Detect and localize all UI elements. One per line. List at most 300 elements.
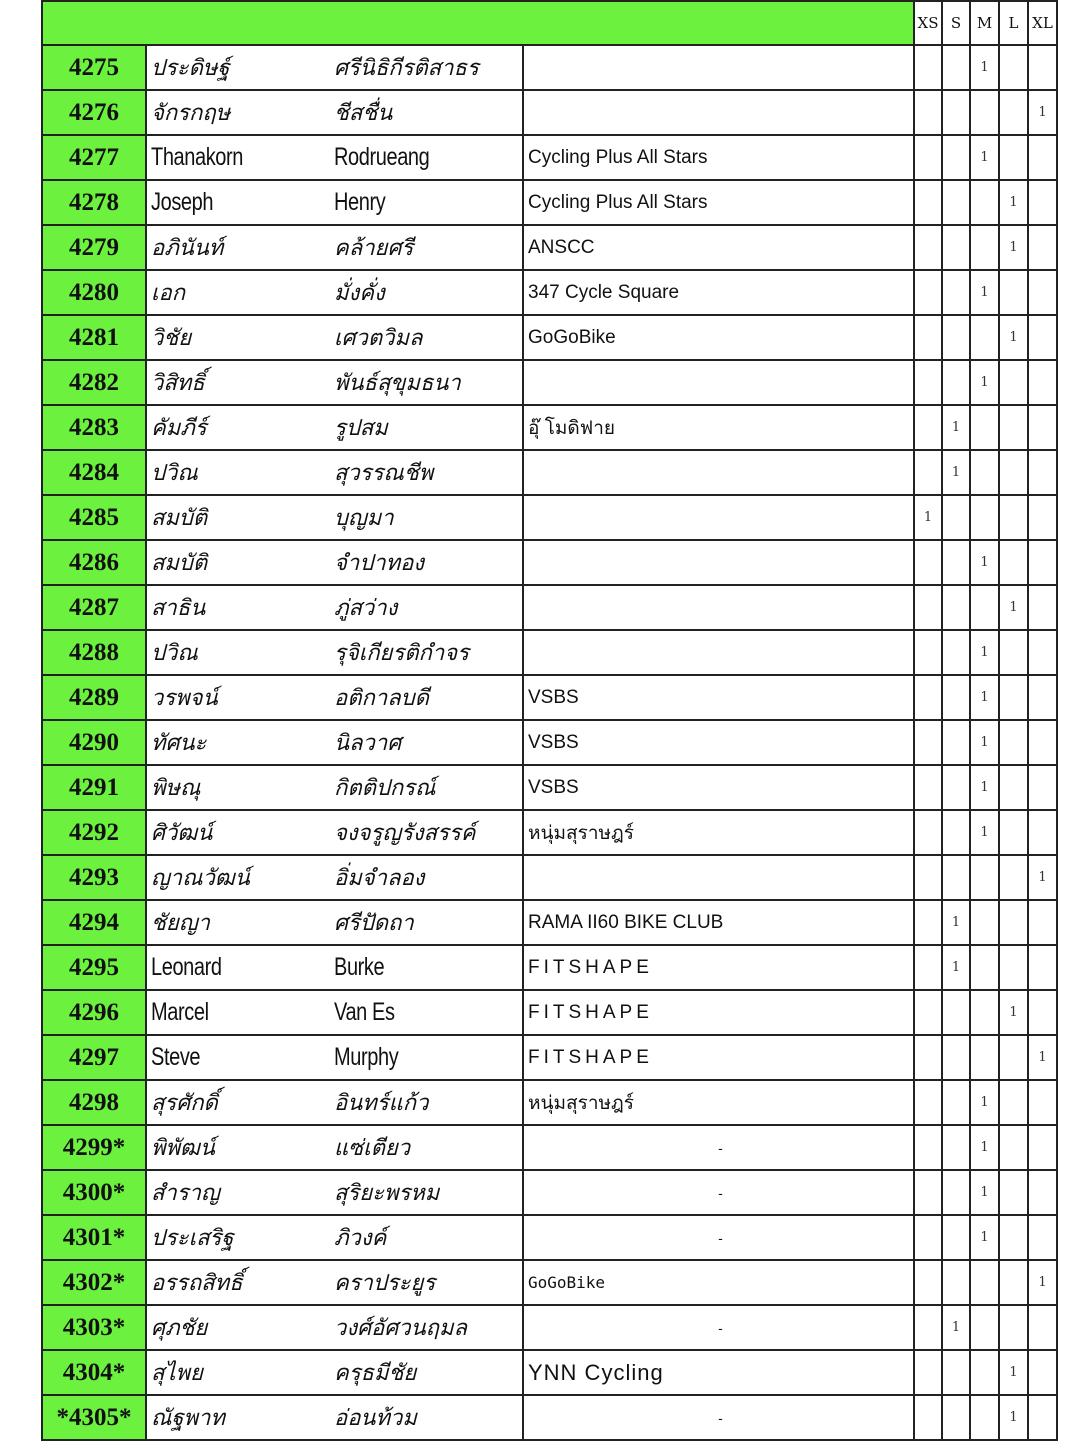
first-name: ณัฐพาท: [146, 1395, 334, 1440]
bib-number: 4296: [42, 990, 146, 1035]
size-cell-l: [999, 450, 1028, 495]
size-cell-xs: [914, 270, 942, 315]
team-name: [523, 855, 914, 900]
size-cell-xl: [1028, 540, 1057, 585]
size-cell-s: 1: [942, 900, 970, 945]
team-name: GoGoBike: [523, 315, 914, 360]
bib-number: 4282: [42, 360, 146, 405]
bib-number: 4275: [42, 45, 146, 90]
size-cell-l: [999, 1260, 1028, 1305]
last-name: รูปสม: [334, 405, 523, 450]
first-name: คัมภีร์: [146, 405, 334, 450]
size-cell-m: [970, 1260, 999, 1305]
size-cell-m: 1: [970, 1170, 999, 1215]
first-name: ทัศนะ: [146, 720, 334, 765]
size-cell-xs: [914, 630, 942, 675]
team-name: -: [523, 1215, 914, 1260]
size-cell-m: [970, 180, 999, 225]
last-name: ชีสชื่น: [334, 90, 523, 135]
size-cell-l: [999, 405, 1028, 450]
size-cell-s: [942, 720, 970, 765]
size-cell-s: [942, 1170, 970, 1215]
first-name-text: Joseph: [151, 188, 214, 216]
team-name: FITSHAPE: [523, 990, 914, 1035]
size-cell-l: 1: [999, 180, 1028, 225]
team-name: YNN Cycling: [523, 1350, 914, 1395]
team-name: -: [523, 1305, 914, 1350]
size-cell-m: 1: [970, 1215, 999, 1260]
size-cell-s: [942, 225, 970, 270]
size-cell-s: [942, 360, 970, 405]
table-row: [42, 1350, 1057, 1395]
table-row: [42, 1035, 1057, 1080]
size-cell-m: [970, 225, 999, 270]
size-cell-xs: 1: [914, 495, 942, 540]
size-cell-xl: [1028, 180, 1057, 225]
last-name: ศรีปัดถา: [334, 900, 523, 945]
first-name: ประดิษฐ์: [146, 45, 334, 90]
last-name: มั่งคั่ง: [334, 270, 523, 315]
size-cell-l: [999, 945, 1028, 990]
bib-number: 4279: [42, 225, 146, 270]
size-cell-xl: 1: [1028, 1035, 1057, 1080]
size-cell-xl: [1028, 405, 1057, 450]
size-cell-xl: [1028, 360, 1057, 405]
size-cell-xl: [1028, 495, 1057, 540]
size-cell-m: [970, 1395, 999, 1440]
size-cell-l: [999, 765, 1028, 810]
size-cell-l: [999, 900, 1028, 945]
team-name: 347 Cycle Square: [523, 270, 914, 315]
size-cell-xs: [914, 1350, 942, 1395]
size-cell-l: [999, 270, 1028, 315]
size-cell-s: [942, 675, 970, 720]
last-name: [334, 1035, 523, 1080]
last-name: จำปาทอง: [334, 540, 523, 585]
last-name: ภิวงค์: [334, 1215, 523, 1260]
first-name: [146, 135, 334, 180]
last-name-text: Rodrueang: [334, 143, 430, 171]
team-name: [523, 540, 914, 585]
size-cell-s: [942, 1215, 970, 1260]
table-row: [42, 270, 1057, 315]
size-cell-m: [970, 945, 999, 990]
size-cell-xl: [1028, 990, 1057, 1035]
first-name: [146, 180, 334, 225]
table-row: [42, 1080, 1057, 1125]
first-name: ญาณวัฒน์: [146, 855, 334, 900]
size-cell-xl: [1028, 1125, 1057, 1170]
size-cell-m: 1: [970, 45, 999, 90]
size-cell-l: 1: [999, 1350, 1028, 1395]
size-cell-xs: [914, 405, 942, 450]
team-name: [523, 585, 914, 630]
first-name-text: Steve: [151, 1043, 201, 1071]
table-row: [42, 1260, 1057, 1305]
size-cell-xl: [1028, 450, 1057, 495]
size-cell-xs: [914, 225, 942, 270]
table-row: [42, 765, 1057, 810]
team-name: VSBS: [523, 720, 914, 765]
bib-number: 4284: [42, 450, 146, 495]
size-cell-m: [970, 315, 999, 360]
size-cell-l: [999, 1215, 1028, 1260]
bib-number: 4287: [42, 585, 146, 630]
size-cell-s: [942, 90, 970, 135]
last-name: [334, 990, 523, 1035]
size-cell-m: 1: [970, 270, 999, 315]
size-cell-m: [970, 450, 999, 495]
size-cell-xl: [1028, 585, 1057, 630]
size-cell-xs: [914, 90, 942, 135]
header-size-s: S: [942, 1, 970, 45]
size-cell-m: [970, 1350, 999, 1395]
size-cell-xs: [914, 855, 942, 900]
bib-number: 4292: [42, 810, 146, 855]
size-cell-s: [942, 990, 970, 1035]
last-name: [334, 135, 523, 180]
size-cell-l: [999, 540, 1028, 585]
size-cell-l: [999, 720, 1028, 765]
bib-number: 4295: [42, 945, 146, 990]
bib-number: 4300*: [42, 1170, 146, 1215]
size-cell-xs: [914, 675, 942, 720]
table-row: [42, 720, 1057, 765]
size-cell-l: 1: [999, 585, 1028, 630]
table-row: [42, 675, 1057, 720]
bib-number: 4299*: [42, 1125, 146, 1170]
size-cell-s: [942, 180, 970, 225]
bib-number: 4286: [42, 540, 146, 585]
size-cell-s: [942, 855, 970, 900]
first-name: วิชัย: [146, 315, 334, 360]
team-name: -: [523, 1125, 914, 1170]
size-cell-m: 1: [970, 1080, 999, 1125]
size-cell-m: 1: [970, 765, 999, 810]
size-cell-xs: [914, 1260, 942, 1305]
size-cell-l: [999, 90, 1028, 135]
first-name: อรรถสิทธิ์: [146, 1260, 334, 1305]
table-row: [42, 1395, 1057, 1440]
first-name: [146, 945, 334, 990]
first-name-text: Thanakorn: [151, 143, 244, 171]
first-name: ปวิณ: [146, 450, 334, 495]
size-cell-xs: [914, 900, 942, 945]
team-name: VSBS: [523, 765, 914, 810]
last-name: ครุธมีชัย: [334, 1350, 523, 1395]
bib-number: 4298: [42, 1080, 146, 1125]
first-name: เอก: [146, 270, 334, 315]
size-cell-s: [942, 315, 970, 360]
size-cell-s: [942, 585, 970, 630]
size-cell-xs: [914, 1395, 942, 1440]
table-row: [42, 360, 1057, 405]
size-cell-m: 1: [970, 360, 999, 405]
last-name: พันธ์สุขุมธนา: [334, 360, 523, 405]
team-name: RAMA II60 BIKE CLUB: [523, 900, 914, 945]
last-name: วงศ์อัศวนฤมล: [334, 1305, 523, 1350]
size-cell-xs: [914, 135, 942, 180]
last-name-text: Henry: [334, 188, 386, 216]
last-name: อินทร์แก้ว: [334, 1080, 523, 1125]
last-name: กิตติปกรณ์: [334, 765, 523, 810]
size-cell-s: [942, 1080, 970, 1125]
size-cell-xl: [1028, 1215, 1057, 1260]
first-name: สาธิน: [146, 585, 334, 630]
team-name: Cycling Plus All Stars: [523, 135, 914, 180]
header-size-xl: XL: [1028, 1, 1057, 45]
size-cell-m: [970, 900, 999, 945]
first-name: สมบัติ: [146, 495, 334, 540]
bib-number: 4290: [42, 720, 146, 765]
size-cell-xl: [1028, 315, 1057, 360]
team-name: [523, 495, 914, 540]
size-cell-s: [942, 810, 970, 855]
size-cell-m: [970, 855, 999, 900]
team-name: [523, 630, 914, 675]
team-name: Cycling Plus All Stars: [523, 180, 914, 225]
table-row: [42, 90, 1057, 135]
first-name: ปวิณ: [146, 630, 334, 675]
size-cell-s: [942, 1395, 970, 1440]
first-name: อภินันท์: [146, 225, 334, 270]
team-name: [523, 90, 914, 135]
size-cell-s: [942, 765, 970, 810]
team-name: [523, 45, 914, 90]
size-cell-l: [999, 1170, 1028, 1215]
size-cell-xl: [1028, 270, 1057, 315]
size-cell-xl: [1028, 45, 1057, 90]
size-cell-l: [999, 630, 1028, 675]
last-name: [334, 180, 523, 225]
last-name: สุวรรณชีพ: [334, 450, 523, 495]
size-cell-xs: [914, 1305, 942, 1350]
last-name: คล้ายศรี: [334, 225, 523, 270]
table-row: [42, 900, 1057, 945]
size-cell-m: 1: [970, 630, 999, 675]
size-cell-l: [999, 1080, 1028, 1125]
size-cell-m: [970, 585, 999, 630]
size-cell-m: 1: [970, 1125, 999, 1170]
team-name: หนุ่มสุราษฎร์: [523, 810, 914, 855]
size-cell-xs: [914, 765, 942, 810]
size-cell-s: [942, 540, 970, 585]
bib-number: 4280: [42, 270, 146, 315]
table-row: [42, 180, 1057, 225]
size-cell-l: [999, 360, 1028, 405]
header-size-l: L: [999, 1, 1028, 45]
size-cell-xl: [1028, 135, 1057, 180]
size-cell-l: 1: [999, 1395, 1028, 1440]
size-cell-xl: 1: [1028, 1260, 1057, 1305]
size-cell-s: 1: [942, 1305, 970, 1350]
size-cell-xl: [1028, 720, 1057, 765]
size-cell-m: [970, 1305, 999, 1350]
team-name: FITSHAPE: [523, 945, 914, 990]
size-cell-xl: [1028, 765, 1057, 810]
bib-number: 4281: [42, 315, 146, 360]
last-name-text: Van Es: [334, 998, 395, 1026]
last-name: อิ่มจำลอง: [334, 855, 523, 900]
size-cell-xl: [1028, 630, 1057, 675]
size-cell-s: [942, 1260, 970, 1305]
size-cell-l: [999, 1125, 1028, 1170]
last-name: ภู่สว่าง: [334, 585, 523, 630]
bib-number: 4304*: [42, 1350, 146, 1395]
first-name: [146, 1035, 334, 1080]
header-size-xs: XS: [914, 1, 942, 45]
size-cell-xl: 1: [1028, 855, 1057, 900]
size-cell-s: [942, 495, 970, 540]
last-name: จงจรูญรังสรรค์: [334, 810, 523, 855]
team-name: ANSCC: [523, 225, 914, 270]
last-name: คราประยูร: [334, 1260, 523, 1305]
team-name: VSBS: [523, 675, 914, 720]
team-name: -: [523, 1395, 914, 1440]
team-name: หนุ่มสุราษฎร์: [523, 1080, 914, 1125]
bib-number: 4278: [42, 180, 146, 225]
table-row: [42, 45, 1057, 90]
last-name: บุญมา: [334, 495, 523, 540]
size-cell-s: [942, 270, 970, 315]
last-name: แซ่เตียว: [334, 1125, 523, 1170]
bib-number: 4285: [42, 495, 146, 540]
table-row: [42, 1305, 1057, 1350]
size-cell-m: [970, 495, 999, 540]
team-name: FITSHAPE: [523, 1035, 914, 1080]
size-cell-m: 1: [970, 675, 999, 720]
last-name: นิลวาศ: [334, 720, 523, 765]
size-cell-s: [942, 1125, 970, 1170]
size-cell-xl: [1028, 945, 1057, 990]
size-cell-xs: [914, 1035, 942, 1080]
first-name: สุไพย: [146, 1350, 334, 1395]
size-cell-l: [999, 135, 1028, 180]
last-name: อ่อนท้วม: [334, 1395, 523, 1440]
first-name: ประเสริฐ: [146, 1215, 334, 1260]
size-cell-m: [970, 990, 999, 1035]
size-cell-s: 1: [942, 450, 970, 495]
bib-number: 4277: [42, 135, 146, 180]
first-name: สำราญ: [146, 1170, 334, 1215]
table-row: [42, 990, 1057, 1035]
team-name: [523, 450, 914, 495]
bib-number: 4297: [42, 1035, 146, 1080]
size-cell-xl: [1028, 1170, 1057, 1215]
size-cell-xs: [914, 360, 942, 405]
size-cell-xl: [1028, 900, 1057, 945]
bib-number: 4302*: [42, 1260, 146, 1305]
size-cell-s: [942, 1350, 970, 1395]
header-green-band: [42, 1, 914, 45]
size-cell-s: 1: [942, 405, 970, 450]
bib-number: 4303*: [42, 1305, 146, 1350]
table-row: [42, 1215, 1057, 1260]
table-row: [42, 405, 1057, 450]
size-cell-l: [999, 675, 1028, 720]
last-name: เศวตวิมล: [334, 315, 523, 360]
first-name-text: Leonard: [151, 953, 222, 981]
size-cell-xs: [914, 180, 942, 225]
last-name: [334, 945, 523, 990]
first-name: ศุภชัย: [146, 1305, 334, 1350]
size-cell-m: [970, 405, 999, 450]
first-name: [146, 990, 334, 1035]
size-cell-l: 1: [999, 225, 1028, 270]
first-name: ศิวัฒน์: [146, 810, 334, 855]
first-name: สุรศักดิ์: [146, 1080, 334, 1125]
last-name: ศรีนิธิกีรติสาธร: [334, 45, 523, 90]
bib-number: 4291: [42, 765, 146, 810]
size-cell-xs: [914, 990, 942, 1035]
size-cell-xl: [1028, 1080, 1057, 1125]
table-row: [42, 450, 1057, 495]
first-name: วรพจน์: [146, 675, 334, 720]
size-cell-l: [999, 810, 1028, 855]
size-cell-l: 1: [999, 315, 1028, 360]
size-cell-m: 1: [970, 810, 999, 855]
table-row: [42, 315, 1057, 360]
first-name: พิษณุ: [146, 765, 334, 810]
bib-number: 4294: [42, 900, 146, 945]
size-cell-m: [970, 90, 999, 135]
size-cell-m: 1: [970, 720, 999, 765]
size-cell-xs: [914, 810, 942, 855]
size-cell-xs: [914, 585, 942, 630]
size-cell-xl: [1028, 675, 1057, 720]
first-name: จักรกฤษ: [146, 90, 334, 135]
size-cell-l: [999, 855, 1028, 900]
size-cell-l: [999, 495, 1028, 540]
size-cell-m: 1: [970, 135, 999, 180]
first-name: วิสิทธิ์: [146, 360, 334, 405]
first-name-text: Marcel: [151, 998, 209, 1026]
size-cell-m: [970, 1035, 999, 1080]
size-cell-s: [942, 135, 970, 180]
size-cell-xl: [1028, 810, 1057, 855]
table-row: [42, 495, 1057, 540]
table-row: [42, 810, 1057, 855]
size-cell-xl: [1028, 1395, 1057, 1440]
size-cell-xs: [914, 1125, 942, 1170]
team-name: อุ๊ โมดิฟาย: [523, 405, 914, 450]
size-cell-xs: [914, 45, 942, 90]
size-cell-xl: 1: [1028, 90, 1057, 135]
table-row: [42, 1170, 1057, 1215]
size-cell-xs: [914, 720, 942, 765]
last-name: อติกาลบดี: [334, 675, 523, 720]
size-cell-xs: [914, 450, 942, 495]
size-cell-s: 1: [942, 945, 970, 990]
size-cell-xs: [914, 1080, 942, 1125]
size-cell-s: [942, 45, 970, 90]
table-row: [42, 225, 1057, 270]
size-cell-m: 1: [970, 540, 999, 585]
team-name: [523, 360, 914, 405]
team-name: GoGoBike: [523, 1260, 914, 1305]
size-cell-xl: [1028, 225, 1057, 270]
first-name: ชัยญา: [146, 900, 334, 945]
first-name: พิพัฒน์: [146, 1125, 334, 1170]
table-row: [42, 540, 1057, 585]
table-row: [42, 585, 1057, 630]
bib-number: 4288: [42, 630, 146, 675]
bib-number: 4276: [42, 90, 146, 135]
last-name-text: Burke: [334, 953, 385, 981]
size-cell-xs: [914, 540, 942, 585]
size-cell-xl: [1028, 1350, 1057, 1395]
last-name: สุริยะพรหม: [334, 1170, 523, 1215]
